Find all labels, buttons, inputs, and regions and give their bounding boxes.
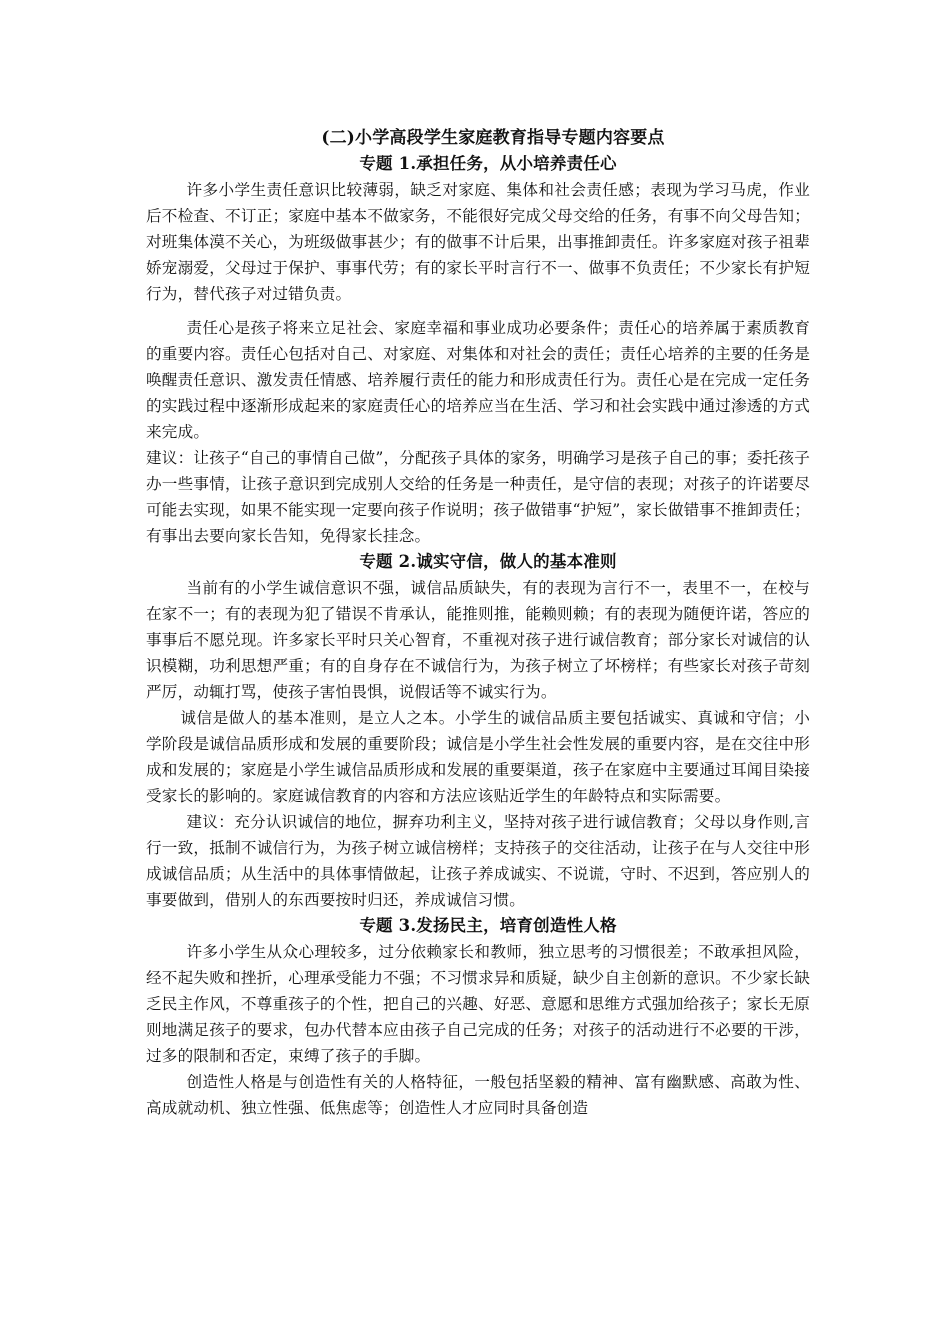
section-2-paragraph-1: 当前有的小学生诚信意识不强，诚信品质缺失，有的表现为言行不一，表里不一，在校与在家不一；有的表现为犯了错误不肯承认，能推则推，能赖则赖；有的表现为随便许诺，答应的事事后不愿兑现。许多家长平时只关心智育，不重视对孩子进行诚信教育；部分家长对诚信的认识模糊，功利思想严重；有的自身存在不诚信行为，为孩子树立了坏榜样；有些家长对孩子苛刻严厉，动辄打骂，使孩子害怕畏惧，说假话等不诚实行为。 — [146, 579, 810, 701]
section-heading-1: 专题 1.承担任务，从小培养责任心 — [359, 154, 617, 173]
section-2-paragraph-2: 诚信是做人的基本准则，是立人之本。小学生的诚信品质主要包括诚实、真诚和守信；小学阶段是诚信品质形成和发展的重要阶段；诚信是小学生社会性发展的重要内容，是在交往中形成和发展的；家庭是小学生诚信品质形成和发展的重要渠道，孩子在家庭中主要通过耳闻目染接受家长的影响的。家庭诚信教育的内容和方法应该贴近学生的年龄特点和实际需要。 — [146, 709, 810, 805]
section-heading-3: 专题 3.发扬民主，培育创造性人格 — [359, 916, 617, 935]
section-1-paragraph-1: 许多小学生责任意识比较薄弱，缺乏对家庭、集体和社会责任感；表现为学习马虎，作业后不检查、不订正；家庭中基本不做家务，不能很好完成父母交给的任务，有事不向父母告知；对班集体漠不关心，为班级做事甚少；有的做事不计后果，出事推卸责任。许多家庭对孩子祖辈娇宠溺爱，父母过于保护、事事代劳；有的家长平时言行不一、做事不负责任；不少家长有护短行为，替代孩子对过错负责。 — [146, 181, 810, 303]
section-3-paragraph-2: 创造性人格是与创造性有关的人格特征，一般包括坚毅的精神、富有幽默感、高敢为性、高成就动机、独立性强、低焦虑等；创造性人才应同时具备创造 — [146, 1073, 810, 1117]
section-2-suggestion: 建议：充分认识诚信的地位，摒弃功利主义，坚持对孩子进行诚信教育；父母以身作则,言行一致，抵制不诚信行为，为孩子树立诚信榜样；支持孩子的交往活动，让孩子在与人交往中形成诚信品质；从生活中的具体事情做起，让孩子养成诚实、不说谎，守时、不迟到，答应别人的事要做到，借别人的东西要按时归还，养成诚信习惯。 — [146, 813, 810, 909]
section-1-suggestion: 建议：让孩子“自己的事情自己做”，分配孩子具体的家务，明确学习是孩子自己的事；委托孩子办一些事情，让孩子意识到完成别人交给的任务是一种责任，是守信的表现；对孩子的许诺要尽可能去实现，如果不能实现一定要向孩子作说明；孩子做错事“护短”，家长做错事不推卸责任；有事出去要向家长告知，免得家长挂念。 — [146, 449, 810, 545]
document-page — [146, 125, 810, 1121]
section-3-paragraph-1: 许多小学生从众心理较多，过分依赖家长和教师，独立思考的习惯很差；不敢承担风险，经不起失败和挫折，心理承受能力不强；不习惯求异和质疑，缺少自主创新的意识。不少家长缺乏民主作风，不尊重孩子的个性，把自己的兴趣、好恶、意愿和思维方式强加给孩子；家长无原则地满足孩子的要求，包办代替本应由孩子自己完成的任务；对孩子的活动进行不必要的干涉，过多的限制和否定，束缚了孩子的手脚。 — [146, 943, 810, 1065]
section-heading-2: 专题 2.诚实守信，做人的基本准则 — [359, 552, 617, 571]
section-1-paragraph-2: 责任心是孩子将来立足社会、家庭幸福和事业成功必要条件；责任心的培养属于素质教育的重要内容。责任心包括对自己、对家庭、对集体和对社会的责任；责任心培养的主要的任务是唤醒责任意识、激发责任情感、培养履行责任的能力和形成责任行为。责任心是在完成一定任务的实践过程中逐渐形成起来的家庭责任心的培养应当在生活、学习和社会实践中通过渗透的方式来完成。 — [146, 319, 810, 441]
document-title: (二)小学高段学生家庭教育指导专题内容要点 — [321, 128, 665, 148]
